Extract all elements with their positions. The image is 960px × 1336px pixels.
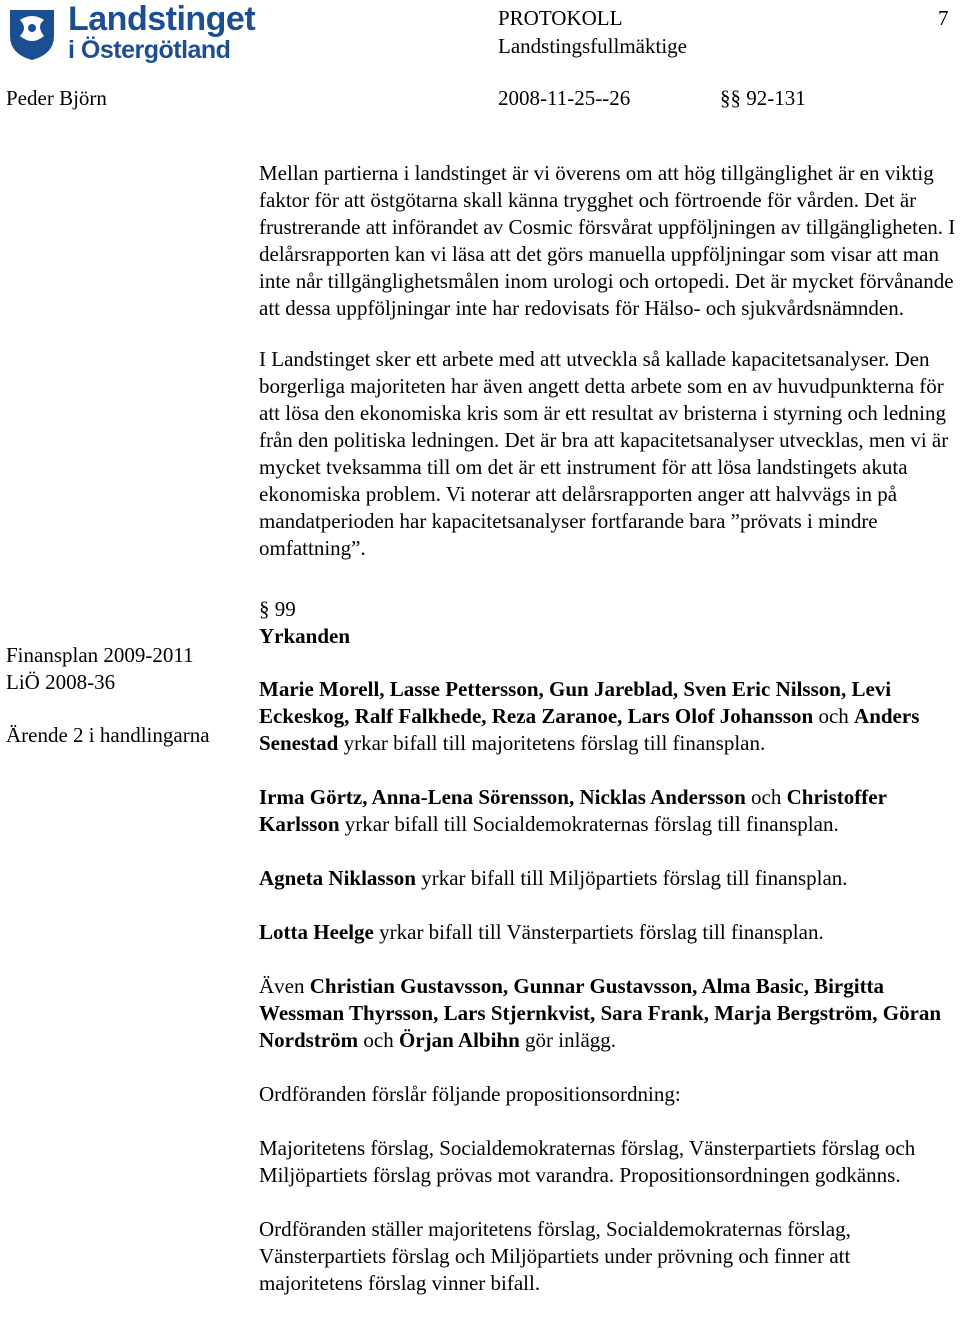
motion-green-party — [259, 865, 959, 892]
logo-text-line1: Landstinget — [68, 0, 256, 38]
speakers-names: Christian Gustavsson, Gunnar Gustavsson, Alma Basic, Birgitta Wessman Thyrsson, Lars Stjernkvist, Sara Frank, Marja Bergström, Göran Nordström — [259, 974, 942, 1052]
logo-text-line2: i Östergötland — [68, 36, 231, 64]
assembly-name: Landstingsfullmäktige — [498, 34, 687, 58]
case-document-ref: Ärende 2 i handlingarna — [6, 723, 210, 747]
meeting-date: 2008-11-25--26 — [498, 86, 631, 110]
speakers-last-name: Örjan Albihn — [398, 1028, 520, 1052]
motion-majority-last-name: Anders Senestad — [259, 704, 920, 755]
protocol-body — [259, 160, 959, 1297]
landstinget-logo — [6, 0, 256, 64]
landstinget-emblem-icon — [6, 6, 58, 62]
motion-social-democrats: Irma Görtz, Anna-Lena Sörensson, Nicklas Andersson och Christoffer Karlsson yrkar bifall till Socialdemokraternas förslag till finansplan. — [259, 785, 887, 836]
case-title: Finansplan 2009-2011 — [6, 643, 194, 667]
motion-sd-text: yrkar bifall till Socialdemokraternas förslag till finansplan. — [339, 812, 839, 836]
section-heading: Yrkanden — [259, 624, 351, 648]
signatory-name: Peder Björn — [6, 86, 107, 110]
motion-mp-text: yrkar bifall till Miljöpartiets förslag till finansplan. — [415, 866, 848, 890]
motion-majority-text: yrkar bifall till majoritetens förslag till finansplan. — [338, 731, 766, 755]
motion-sd-last-name: Christoffer Karlsson — [259, 785, 887, 836]
section-number: § 99 — [259, 597, 296, 621]
motion-v-text: yrkar bifall till Vänsterpartiets förslag till finansplan. — [373, 920, 824, 944]
paragraph-capacity-analysis: I Landstinget sker ett arbete med att utveckla så kallade kapacitetsanalyser. Den borgerliga majoriteten har även angett detta arbete som en av huvudpunkterna för att lösa den ekonomiska kris som är ett resultat av bristerna i styrning och ledning från den politiska ledningen. Det är bra att kapacitetsanalyser utvecklas, men vi är mycket tveksamma till om det är ett instrument för att lösa landstingets akuta ekonomiska problem. Vi noterar att delårsrapporten anger att halvvägs in på mandatperioden har kapacitetsanalyser fortfarande bara ”prövats i mindre omfattning”. — [259, 347, 949, 560]
speakers-text: gör inlägg. — [519, 1028, 617, 1052]
motion-sd-names: Irma Görtz, Anna-Lena Sörensson, Nicklas Andersson — [259, 785, 746, 809]
case-number: LiÖ 2008-36 — [6, 670, 116, 694]
page-number: 7 — [938, 6, 949, 30]
proposition-result: Ordföranden ställer majoritetens förslag, Socialdemokraternas förslag, Vänsterpartiets förslag och Miljöpartiets under prövning och finner att majoritetens förslag vinner bifall. — [259, 1217, 851, 1295]
motion-v-name: Lotta Heelge — [259, 920, 374, 944]
document-type: PROTOKOLL — [498, 6, 623, 30]
proposition-order: Majoritetens förslag, Socialdemokraternas förslag, Vänsterpartiets förslag och Miljöpartiets förslag prövas mot varandra. Propositionsordningen godkänns. — [259, 1136, 916, 1187]
motion-majority: Marie Morell, Lasse Pettersson, Gun Jareblad, Sven Eric Nilsson, Levi Eckeskog, Ralf Falkhede, Reza Zaranoe, Lars Olof Johansson och Anders Senestad yrkar bifall till majoritetens förslag till finansplan. — [259, 677, 920, 755]
case-reference — [6, 642, 210, 749]
speakers-paragraph: Även Christian Gustavsson, Gunnar Gustavsson, Alma Basic, Birgitta Wessman Thyrsson, Lars Stjernkvist, Sara Frank, Marja Bergström, Göran Nordström och Örjan Albihn gör inlägg. — [259, 974, 942, 1052]
proposition-intro: Ordföranden förslår följande propositionsordning: — [259, 1082, 681, 1106]
section-range: §§ 92-131 — [720, 86, 806, 110]
motion-mp-name: Agneta Niklasson — [259, 866, 416, 890]
paragraph-accessibility: Mellan partierna i landstinget är vi överens om att hög tillgänglighet är en viktig faktor för att östgötarna skall känna trygghet och förtroende för vården. Det är frustrerande att införandet av Cosmic försvårat uppföljningen av tillgängligheten. I delårsrapporten kan vi läsa att det görs manuella uppföljningar som visar att man inte når tillgänglighetsmålen inom urologi och ortopedi. Det är mycket förvånande att dessa uppföljningar inte har redovisats för Hälso- och sjukvårdsnämnden. — [259, 161, 956, 320]
motion-left-party — [259, 919, 959, 946]
motion-majority-names: Marie Morell, Lasse Pettersson, Gun Jareblad, Sven Eric Nilsson, Levi Eckeskog, Ralf Falkhede, Reza Zaranoe, Lars Olof Johansson — [259, 677, 892, 728]
